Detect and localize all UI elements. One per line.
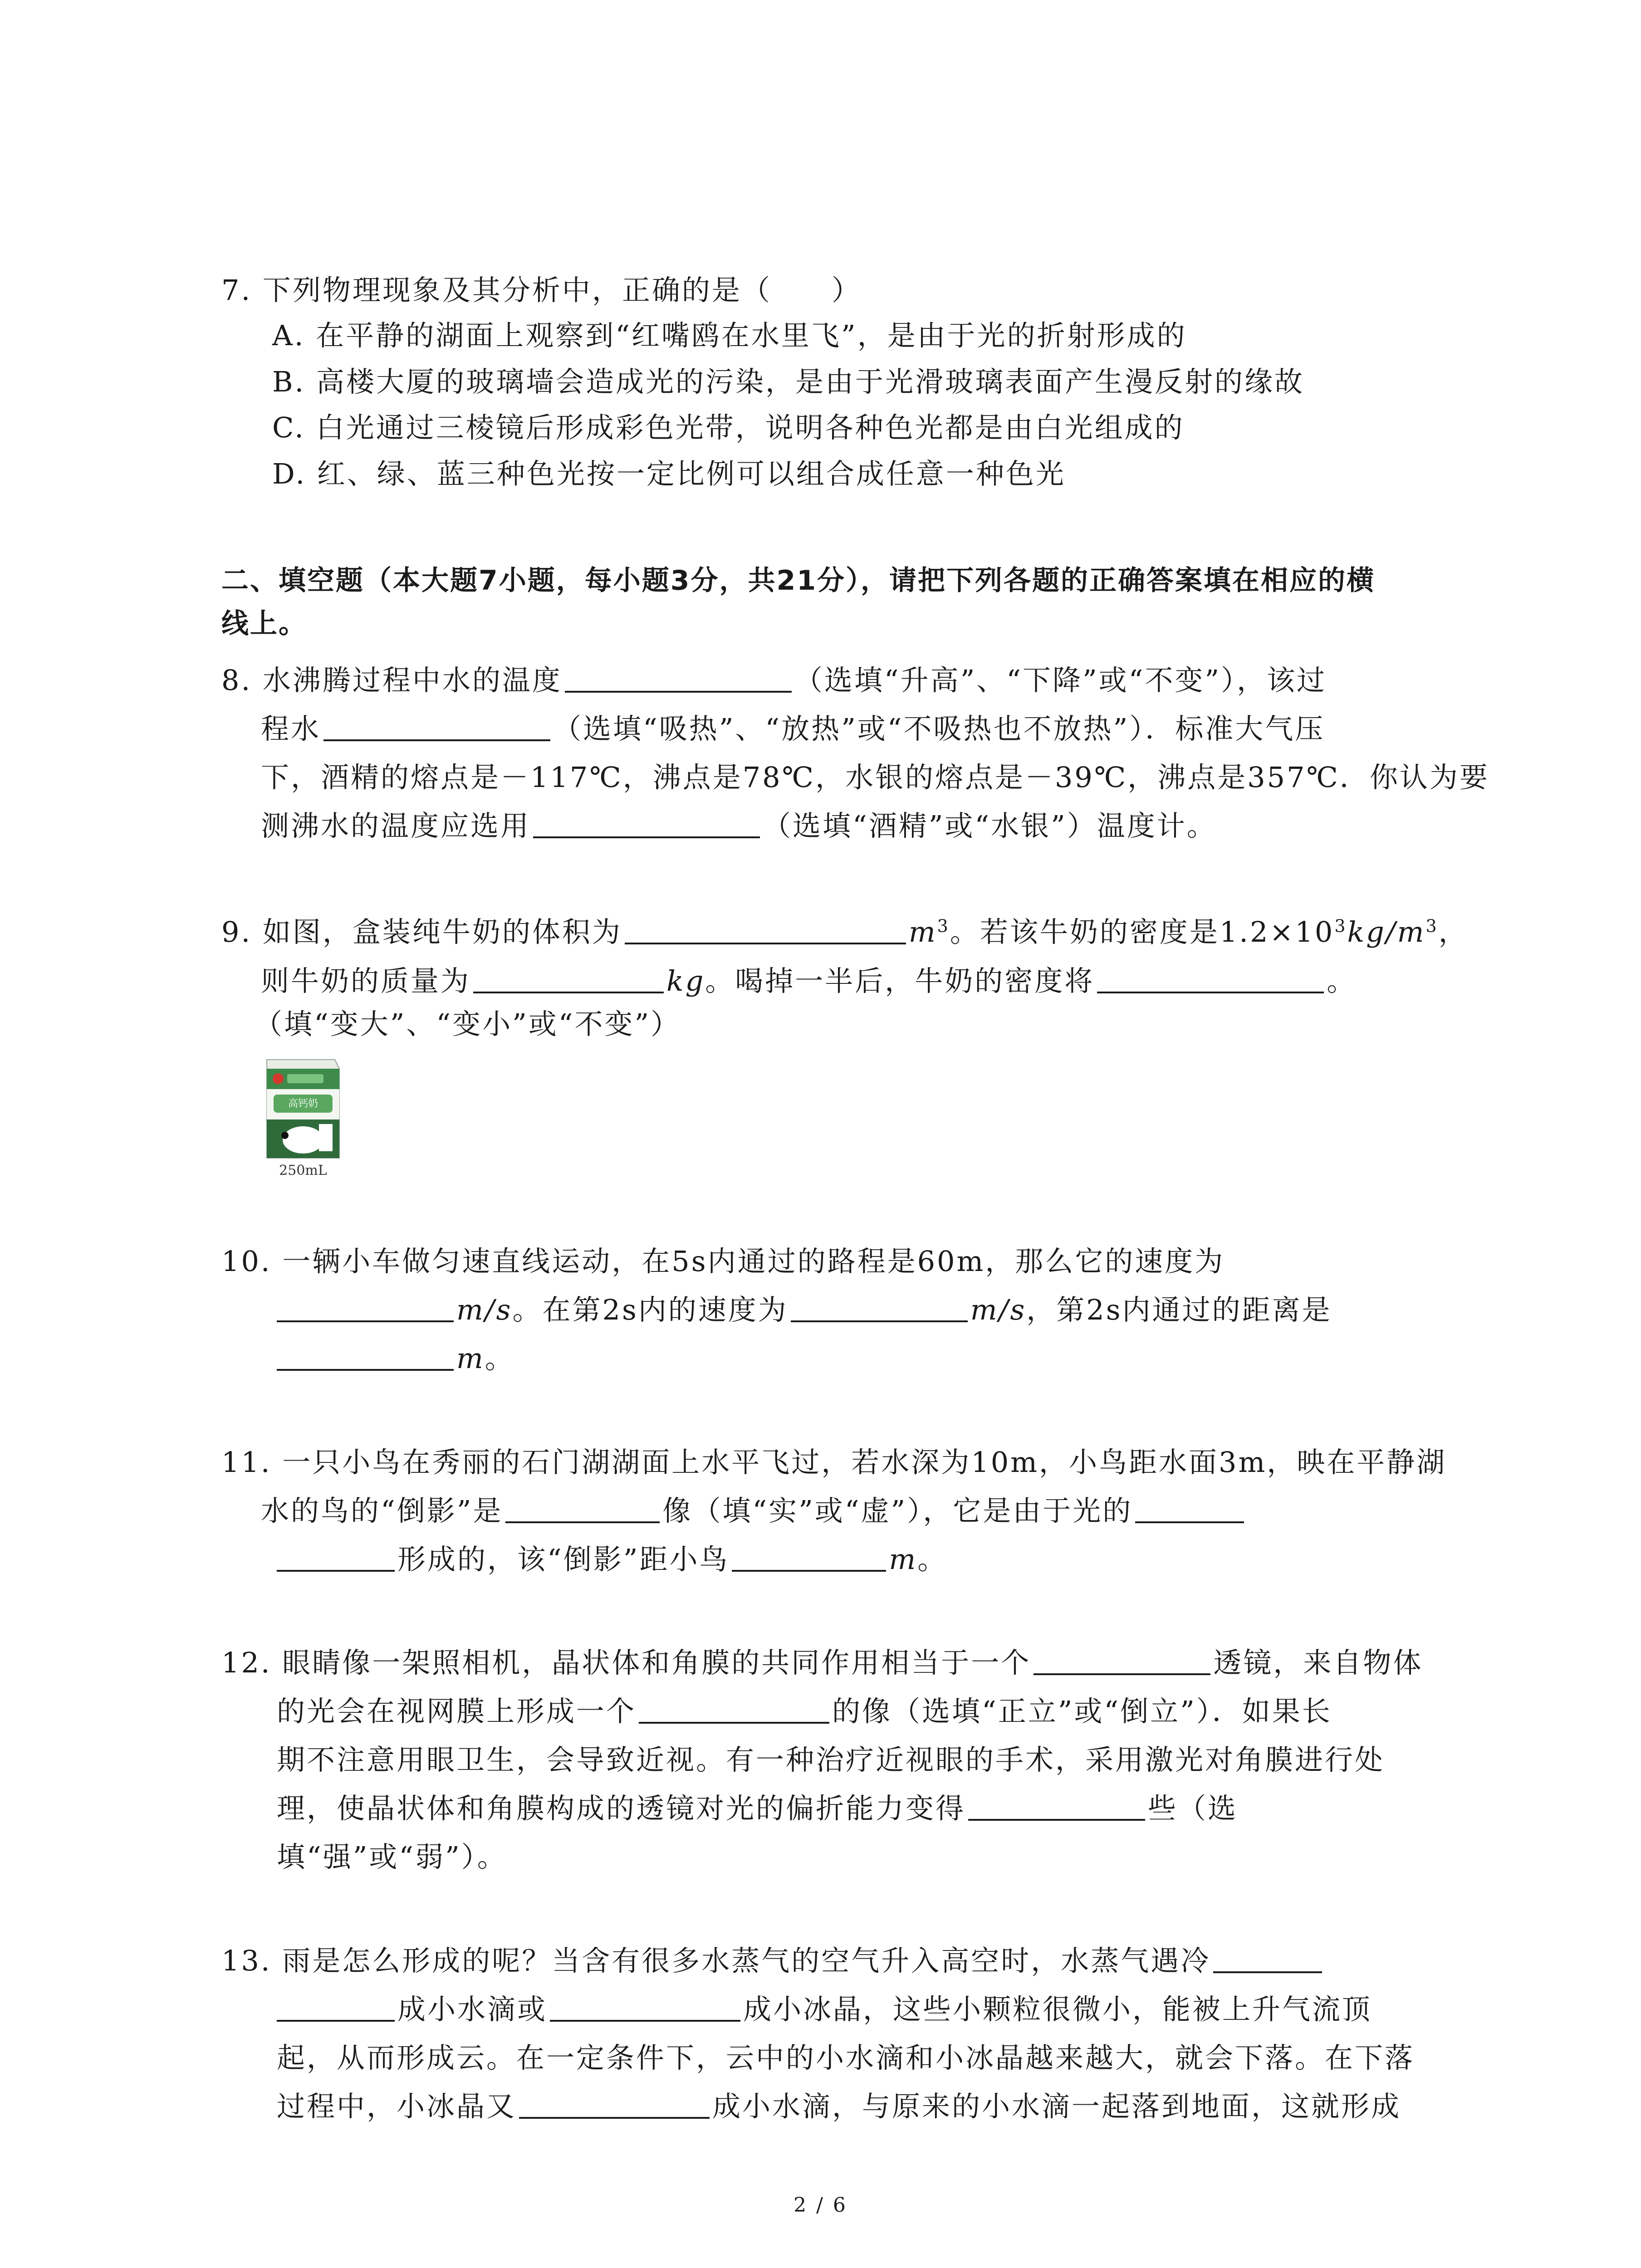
- q11-line-1: 11. 一只小鸟在秀丽的石门湖湖面上水平飞过，若水深为10m，小鸟距水面3m，映在平静湖: [221, 1446, 1447, 1479]
- q10-line-2: m/s。在第2s内的速度为 m/s，第2s内通过的距离是: [277, 1292, 1332, 1328]
- q7-option-d: D. 红、绿、蓝三种色光按一定比例可以组合成任意一种色光: [272, 457, 1066, 490]
- answer-blank[interactable]: [968, 1792, 1145, 1821]
- answer-blank[interactable]: [791, 1293, 968, 1322]
- answer-blank[interactable]: [277, 1293, 454, 1322]
- page-number: 2 / 6: [794, 2194, 847, 2217]
- answer-blank[interactable]: [1135, 1494, 1244, 1523]
- q11-line-3: 形成的，该“倒影”距小鸟 m。: [277, 1541, 947, 1578]
- q11-line-2: 水的鸟的“倒影”是 像（填“实”或“虚”），它是由于光的: [261, 1493, 1247, 1529]
- answer-blank[interactable]: [277, 1342, 454, 1371]
- q10-line-1: 10. 一辆小车做匀速直线运动，在5s内通过的路程是60m，那么它的速度为: [221, 1245, 1225, 1278]
- answer-blank[interactable]: [473, 964, 664, 993]
- answer-blank[interactable]: [323, 712, 550, 741]
- carton-brand-text: 高钙奶: [288, 1098, 318, 1110]
- q10-line-3: m。: [277, 1340, 515, 1377]
- q12-line-4: 理，使晶状体和角膜构成的透镜对光的偏折能力变得 些（选: [277, 1792, 1238, 1825]
- milk-carton-icon: [258, 1056, 348, 1183]
- q7-option-a: A. 在平静的湖面上观察到“红嘴鸥在水里飞”，是由于光的折射形成的: [272, 319, 1187, 352]
- section-2-heading: 二、填空题（本大题7小题，每小题3分，共21分），请把下列各题的正确答案填在相应的横: [221, 565, 1375, 596]
- answer-blank[interactable]: [732, 1543, 886, 1572]
- q13-line-3: 起，从而形成云。在一定条件下，云中的小水滴和小冰晶越来越大，就会下落。在下落: [277, 2041, 1415, 2074]
- answer-blank[interactable]: [277, 1993, 395, 2022]
- q13-line-1: 13. 雨是怎么形成的呢？当含有很多水蒸气的空气升入高空时，水蒸气遇冷: [221, 1943, 1325, 1979]
- q8-line-4: 测沸水的温度应选用 （选填“酒精”或“水银”）温度计。: [261, 809, 1217, 842]
- answer-blank[interactable]: [533, 809, 760, 838]
- q12-line-3: 期不注意用眼卫生，会导致近视。有一种治疗近视眼的手术，采用激光对角膜进行处: [277, 1743, 1385, 1776]
- answer-blank[interactable]: [505, 1494, 660, 1523]
- q13-line-4: 过程中，小冰晶又 成小水滴，与原来的小水滴一起落到地面，这就形成: [277, 2090, 1401, 2123]
- q12-line-2: 的光会在视网膜上形成一个 的像（选填“正立”或“倒立”）．如果长: [277, 1695, 1332, 1728]
- answer-blank[interactable]: [277, 1543, 395, 1572]
- answer-blank[interactable]: [1034, 1646, 1210, 1675]
- section-2-heading-cont: 线上。: [221, 608, 307, 640]
- answer-blank[interactable]: [1097, 964, 1324, 993]
- answer-blank[interactable]: [625, 915, 906, 944]
- q8-line-2: 程水 （选填“吸热”、“放热”或“不吸热也不放热”）．标准大气压: [261, 712, 1325, 745]
- answer-blank[interactable]: [550, 1993, 740, 2022]
- q7-option-c: C. 白光通过三棱镜后形成彩色光带，说明各种色光都是由白光组成的: [272, 411, 1185, 444]
- q8-line-3: 下，酒精的熔点是－117℃，沸点是78℃，水银的熔点是－39℃，沸点是357℃．你认为要: [261, 761, 1489, 794]
- answer-blank[interactable]: [565, 664, 792, 693]
- q7-option-b: B. 高楼大厦的玻璃墙会造成光的污染，是由于光滑玻璃表面产生漫反射的缘故: [272, 365, 1304, 398]
- carton-caption: 250mL: [279, 1163, 327, 1178]
- q9-line-3: （填“变大”、“变小”或“不变”）: [254, 1007, 681, 1041]
- answer-blank[interactable]: [639, 1695, 829, 1724]
- q9-line-2: 则牛奶的质量为 kg。喝掉一半后，牛奶的密度将 。: [261, 964, 1357, 997]
- milk-carton-figure: [258, 1056, 348, 1183]
- answer-blank[interactable]: [519, 2090, 710, 2119]
- q8-line-1: 8. 水沸腾过程中水的温度 （选填“升高”、“下降”或“不变”），该过: [221, 664, 1327, 697]
- answer-blank[interactable]: [1213, 1944, 1322, 1973]
- q12-line-1: 12. 眼睛像一架照相机，晶状体和角膜的共同作用相当于一个 透镜，来自物体: [221, 1646, 1423, 1679]
- q9-line-1: 9. 如图，盒装纯牛奶的体积为 $m^3$。若该牛奶的密度是$1.2\times 10^3kg/m^3$，: [221, 915, 1469, 948]
- q12-line-5: 填“强”或“弱”）。: [277, 1840, 507, 1873]
- q13-line-2: 成小水滴或 成小冰晶，这些小颗粒很微小，能被上升气流顶: [277, 1991, 1372, 2028]
- q7-stem: 7. 下列物理现象及其分析中，正确的是（ ）: [221, 274, 862, 307]
